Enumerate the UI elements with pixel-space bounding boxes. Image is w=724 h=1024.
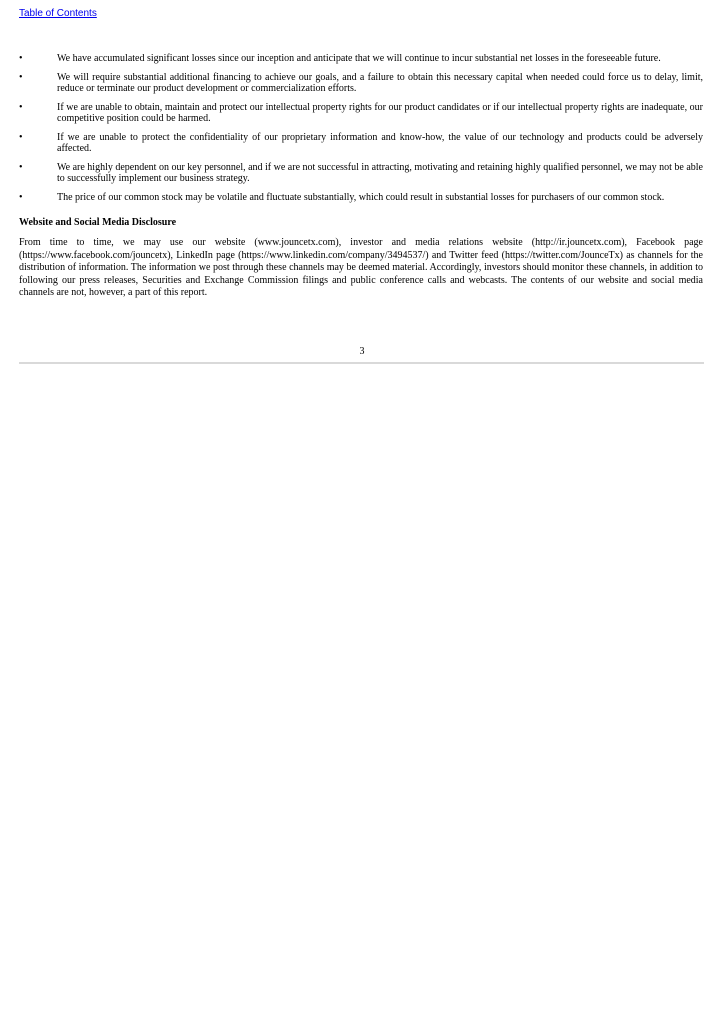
- bullet-text: If we are unable to protect the confidentiality of our proprietary information and know-how, the value of our technology and products could be adversely affected.: [57, 131, 703, 154]
- bullet-text: We will require substantial additional financing to achieve our goals, and a failure to obtain this necessary capital when needed could force us to delay, limit, reduce or terminate our product development or commercialization efforts.: [57, 71, 703, 94]
- bullet-item: [19, 132, 703, 155]
- bullet-text: We are highly dependent on our key personnel, and if we are not successful in attracting, motivating and retaining highly qualified personnel, we may not be able to successfully implement our business strategy.: [57, 161, 703, 184]
- table-of-contents-link[interactable]: Table of Contents: [19, 8, 97, 19]
- bullet-marker: •: [19, 131, 23, 143]
- bullet-marker: •: [19, 53, 23, 64]
- page-divider: [19, 362, 704, 364]
- bullet-text: The price of our common stock may be volatile and fluctuate substantially, which could result in substantial losses for purchasers of our common stock.: [57, 191, 665, 203]
- bullet-marker: •: [19, 161, 23, 173]
- bullet-text: If we are unable to obtain, maintain and protect our intellectual property rights for our product candidates or if our intellectual property rights are inadequate, our competitive position could be harmed.: [57, 101, 703, 124]
- bullet-marker: •: [19, 191, 23, 203]
- section-heading: Website and Social Media Disclosure: [19, 217, 177, 228]
- bullet-item: [19, 53, 703, 65]
- bullet-text: We have accumulated significant losses since our inception and anticipate that we will continue to incur substantial net losses in the foreseeable future.: [57, 53, 661, 64]
- bullet-item: [19, 72, 703, 95]
- section-paragraph: From time to time, we may use our website (www.jouncetx.com), investor and media relations website (http://ir.jouncetx.com), Facebook page (https://www.facebook.com/jouncetx), LinkedIn page (https://www.linkedin.com/company/3494537/) and Twitter feed (https://twitter.com/JounceTx) as channels for the distribution of information. The information we post through these channels may be deemed material. Accordingly, investors should monitor these channels, in addition to following our press releases, Securities and Exchange Commission filings and public conference calls and webcasts. The contents of our website and social media channels are not, however, a part of this report.: [19, 237, 703, 298]
- bullet-marker: •: [19, 101, 23, 113]
- bullet-item: [19, 102, 703, 125]
- bullet-item: [19, 192, 703, 204]
- page-number: 3: [359, 346, 365, 357]
- bullet-marker: •: [19, 71, 23, 83]
- bullet-item: [19, 162, 703, 185]
- risk-factor-bullet-list: [19, 53, 703, 210]
